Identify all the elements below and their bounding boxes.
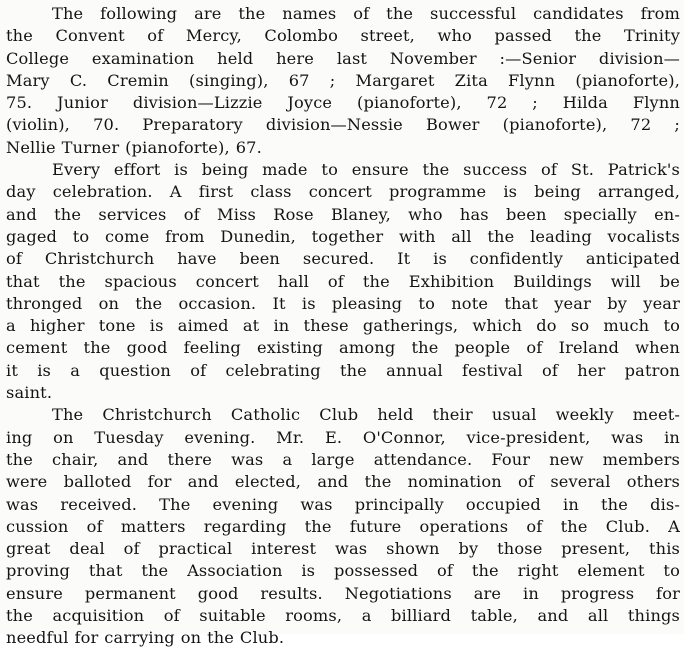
text-line: (violin), 70. Preparatory division—Nessie Bower (pianoforte), 72 ; [6, 115, 680, 135]
text-line: the Convent of Mercy, Colombo street, who passed the Trinity [6, 26, 680, 46]
text-line: and the services of Miss Rose Blaney, who has been specially en- [6, 204, 680, 224]
text-line: it is a question of celebrating the annual festival of her patron [6, 360, 680, 380]
text-line: needful for carrying on the Club. [6, 628, 285, 648]
text-line: gaged to come from Dunedin, together with all the leading vocalists [6, 226, 680, 246]
text-line: Nellie Turner (pianoforte), 67. [6, 137, 262, 157]
text-line: saint. [6, 383, 53, 403]
text-line: that the spacious concert hall of the Exhibition Buildings will be [6, 271, 680, 291]
text-line: thronged on the occasion. It is pleasing to note that year by year [6, 293, 680, 313]
text-line: ing on Tuesday evening. Mr. E. O'Connor, vice-president, was in [6, 427, 680, 447]
text-line: The Christchurch Catholic Club held their usual weekly meet- [52, 405, 680, 425]
text-line: Every effort is being made to ensure the success of St. Patrick's [52, 160, 680, 180]
text-line: great deal of practical interest was shown by those present, this [6, 539, 680, 559]
text-line: cussion of matters regarding the future operations of the Club. A [6, 516, 680, 536]
text-line: the acquisition of suitable rooms, a billiard table, and all things [6, 606, 680, 626]
paragraph-convent-results [6, 3, 680, 159]
text-line: cement the good feeling existing among the people of Ireland when [6, 338, 680, 358]
text-line: a higher tone is aimed at in these gatherings, which do so much to [6, 316, 680, 336]
text-line: the chair, and there was a large attendance. Four new members [6, 449, 680, 469]
paragraph-catholic-club [6, 404, 680, 649]
text-line: were balloted for and elected, and the nomination of several others [6, 472, 680, 492]
paragraph-st-patricks-day [6, 159, 680, 404]
text-line: proving that the Association is possessed of the right element to [6, 561, 680, 581]
text-line: 75. Junior division—Lizzie Joyce (pianoforte), 72 ; Hilda Flynn [6, 93, 680, 113]
text-line: Mary C. Cremin (singing), 67 ; Margaret Zita Flynn (pianoforte), [6, 70, 680, 90]
text-line: ensure permanent good results. Negotiations are in progress for [6, 583, 680, 603]
text-line: The following are the names of the successful candidates from [52, 4, 680, 23]
text-line: of Christchurch have been secured. It is confidently anticipated [6, 249, 680, 269]
text-line: College examination held here last November :—Senior division— [6, 48, 680, 68]
text-line: was received. The evening was principally occupied in the dis- [6, 494, 680, 514]
text-line: day celebration. A first class concert programme is being arranged, [6, 182, 680, 202]
